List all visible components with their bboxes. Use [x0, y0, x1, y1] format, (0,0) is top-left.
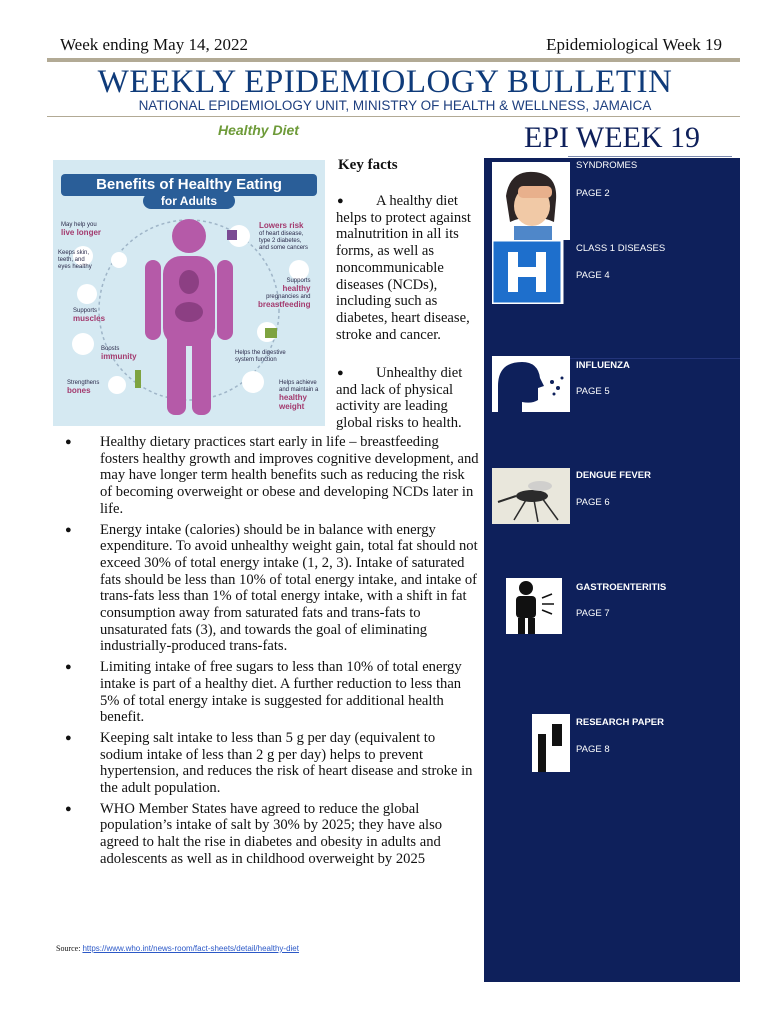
page-influenza[interactable]: PAGE 5 — [576, 386, 610, 397]
page-research-paper[interactable]: PAGE 8 — [576, 744, 610, 755]
label-digestive: Helps the digestive system function — [235, 350, 286, 363]
research-paper-icon — [532, 714, 570, 772]
label-muscles: Supports muscles — [73, 308, 106, 323]
label-skin-teeth-eyes: Keeps skin, teeth, and eyes healthy — [58, 250, 92, 270]
section-syndromes[interactable]: SYNDROMES — [576, 160, 638, 171]
label-pregnancies: Supports healthy pregnancies and breastfeeding — [258, 278, 311, 309]
key-fact-1: ● A healthy diet helps to protect against malnutrition in all its forms, as well as noncommunicable diseases (NCDs), including such as diabetes, heart disease, stroke and cancer. — [336, 193, 471, 343]
label-immunity: Boosts immunity — [101, 346, 137, 361]
page-syndromes[interactable]: PAGE 2 — [576, 188, 610, 199]
sidebar-divider — [568, 358, 740, 359]
subtitle-divider — [47, 116, 740, 117]
sick-child-icon — [492, 162, 570, 240]
week-ending-date: Week ending May 14, 2022 — [60, 35, 248, 54]
label-live-longer: May help you live longer — [61, 222, 102, 237]
page-class1-diseases[interactable]: PAGE 4 — [576, 270, 610, 281]
mosquito-icon — [492, 468, 570, 524]
sidebar-contents — [484, 122, 740, 982]
healthy-eating-infographic — [53, 160, 325, 426]
infographic-title: Benefits of Healthy Eating — [61, 174, 317, 196]
source-citation: Source: https://www.who.int/news-room/fact-sheets/detail/healthy-diet — [56, 944, 299, 953]
sidebar-title-rule — [568, 156, 732, 157]
sidebar-title: EPI WEEK 19 — [523, 121, 701, 154]
section-title: Healthy Diet — [218, 122, 299, 138]
bullet-dot: ● — [337, 195, 344, 207]
sneezing-head-icon — [492, 356, 570, 412]
section-influenza[interactable]: INFLUENZA — [576, 360, 630, 371]
section-gastroenteritis[interactable]: GASTROENTERITIS — [576, 582, 667, 593]
key-facts-heading: Key facts — [338, 157, 398, 173]
bulletin-title: WEEKLY EPIDEMIOLOGY BULLETIN — [97, 64, 673, 100]
sidebar-title-box — [484, 122, 740, 158]
list-item: ● WHO Member States have agreed to reduce the global population’s intake of salt by 30% by 2025; they have also agreed to halt the rise in diabetes and obesity in adults and adolescents as well as in childhood overweight by 2025 — [65, 800, 443, 867]
infographic-subtitle: for Adults — [143, 193, 235, 209]
header-divider — [47, 58, 740, 62]
page-dengue-fever[interactable]: PAGE 6 — [576, 497, 610, 508]
label-lowers-risk: Lowers risk of heart disease, type 2 diabetes, and some cancers — [259, 221, 309, 251]
source-link[interactable]: https://www.who.int/news-room/fact-sheets/detail/healthy-diet — [82, 944, 299, 953]
section-research-paper[interactable]: RESEARCH PAPER — [576, 717, 664, 728]
bulletin-subtitle: NATIONAL EPIDEMIOLOGY UNIT, MINISTRY OF HEALTH & WELLNESS, JAMAICA — [138, 98, 652, 113]
list-item: ● Keeping salt intake to less than 5 g per day (equivalent to sodium intake of less than 2 g per day) helps to prevent hypertension, and reduces the risk of heart disease and stroke in the adult population. — [65, 729, 473, 797]
list-item: ● Limiting intake of free sugars to less than 10% of total energy intake is part of a healthy diet. A further reduction to less than 5% of total energy intake is suggested for additional health benefit. — [65, 659, 462, 726]
page-gastroenteritis[interactable]: PAGE 7 — [576, 608, 610, 619]
key-fact-2: ● Unhealthy diet and lack of physical activity are leading global risks to health. — [336, 365, 463, 432]
healthy-diet-bullet-list — [60, 434, 480, 872]
stomach-ache-icon — [506, 578, 562, 634]
hospital-h-icon — [492, 240, 570, 304]
label-bones: Strengthens bones — [67, 380, 100, 395]
label-weight: Helps achieve and maintain a healthy weight — [279, 380, 319, 411]
list-item: ● Healthy dietary practices start early in life – breastfeeding fosters healthy growth and improves cognitive development, and may have longer term health benefits such as reducing the risk of becoming overweight or obese and developing NCDs later in life. — [65, 434, 479, 517]
epidemiological-week: Epidemiological Week 19 — [546, 35, 722, 54]
section-class1-diseases[interactable]: CLASS 1 DISEASES — [576, 243, 666, 254]
section-dengue-fever[interactable]: DENGUE FEVER — [576, 470, 651, 481]
bullet-dot: ● — [337, 367, 344, 379]
list-item: ● Energy intake (calories) should be in balance with energy expenditure. To avoid unhealthy weight gain, total fat should not exceed 30% of total energy intake (1, 2, 3). Intake of saturated fats should be less than 10% of total energy intake, and intake of trans-fats less than 1% of total energy intake, with a shift in fat consumption away from saturated fats and trans-fats to unsaturated fats (3), and towards the goal of eliminating industrially-produced trans-fats. — [65, 521, 478, 655]
